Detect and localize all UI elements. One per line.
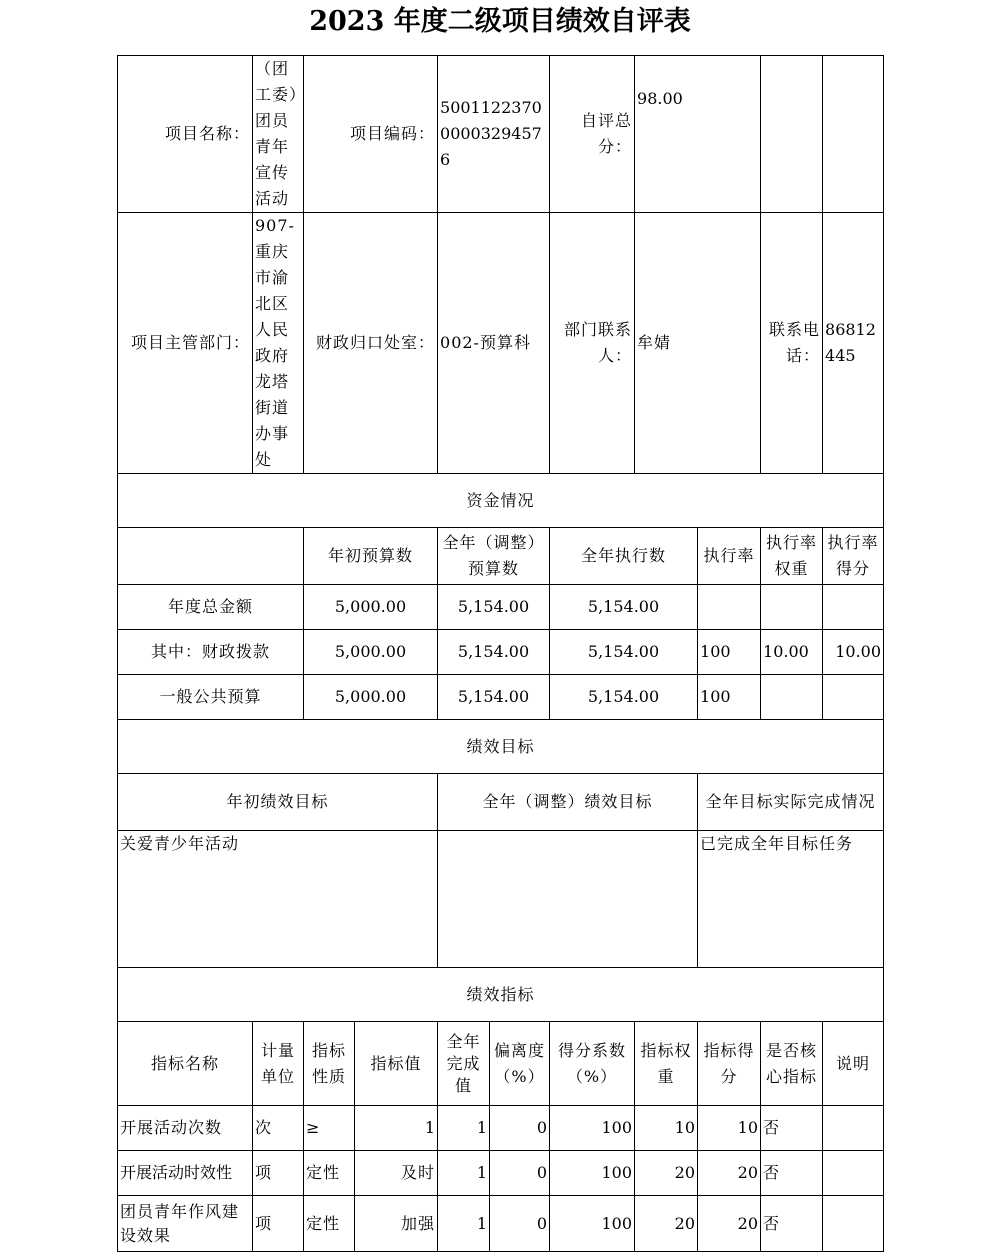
ind-core: 否	[761, 1151, 823, 1196]
ind-header-nature: 指标性质	[304, 1022, 355, 1106]
ind-dev: 0	[490, 1151, 550, 1196]
ind-unit: 项	[253, 1196, 304, 1252]
funds-init-value: 5,000.00	[304, 630, 438, 675]
project-code-value: 500112237000003294576	[438, 56, 550, 213]
dept-value: 907-重庆市渝北区人民政府龙塔街道办事处	[253, 213, 304, 474]
phone-value: 86812445	[823, 213, 884, 474]
indicator-row	[118, 1196, 884, 1252]
ind-dev: 0	[490, 1106, 550, 1151]
ind-header-unit: 计量单位	[253, 1022, 304, 1106]
funds-row-label: 年度总金额	[118, 585, 304, 630]
ind-note	[823, 1106, 884, 1151]
project-name-label: 项目名称：	[118, 56, 253, 213]
ind-nature: 定性	[304, 1196, 355, 1252]
funds-rate-value: 100	[698, 675, 761, 720]
ind-score: 20	[698, 1151, 761, 1196]
funds-weight-value	[761, 675, 823, 720]
ind-nature: ≥	[304, 1106, 355, 1151]
funds-init-value: 5,000.00	[304, 675, 438, 720]
funds-executed-value: 5,154.00	[550, 675, 698, 720]
funds-row	[118, 585, 884, 630]
funds-weight-value	[761, 585, 823, 630]
goals-header-actual: 全年目标实际完成情况	[698, 774, 884, 831]
ind-header-coef: 得分系数（%）	[550, 1022, 635, 1106]
ind-weight: 20	[635, 1151, 698, 1196]
ind-unit: 次	[253, 1106, 304, 1151]
funds-score-value	[823, 585, 884, 630]
funds-adjusted-value: 5,154.00	[438, 585, 550, 630]
funds-section-title: 资金情况	[118, 474, 884, 528]
ind-value: 1	[355, 1106, 438, 1151]
score-value: 98.00	[635, 56, 761, 213]
ind-header-note: 说明	[823, 1022, 884, 1106]
ind-value: 及时	[355, 1151, 438, 1196]
ind-nature: 定性	[304, 1151, 355, 1196]
ind-header-name: 指标名称	[118, 1022, 253, 1106]
ind-coef: 100	[550, 1151, 635, 1196]
ind-weight: 10	[635, 1106, 698, 1151]
funds-header-weight: 执行率权重	[761, 528, 823, 585]
project-code-label: 项目编码：	[304, 56, 438, 213]
ind-core: 否	[761, 1196, 823, 1252]
goals-initial-text: 关爱青少年活动	[118, 831, 438, 968]
funds-row	[118, 630, 884, 675]
ind-core: 否	[761, 1106, 823, 1151]
ind-header-value: 指标值	[355, 1022, 438, 1106]
funds-rate-value: 100	[698, 630, 761, 675]
contact-value: 牟婧	[635, 213, 761, 474]
finance-value: 002-预算科	[438, 213, 550, 474]
ind-note	[823, 1196, 884, 1252]
project-name-value: （团工委）团员青年宣传活动	[253, 56, 304, 213]
ind-name: 团员青年作风建设效果	[118, 1196, 253, 1252]
ind-header-dev: 偏离度（%）	[490, 1022, 550, 1106]
goals-actual-text: 已完成全年目标任务	[698, 831, 884, 968]
ind-header-weight: 指标权重	[635, 1022, 698, 1106]
ind-header-core: 是否核心指标	[761, 1022, 823, 1106]
ind-done: 1	[438, 1151, 490, 1196]
ind-name: 开展活动次数	[118, 1106, 253, 1151]
funds-score-value	[823, 675, 884, 720]
phone-label: 联系电话：	[761, 213, 823, 474]
page-title: 2023 年度二级项目绩效自评表	[309, 6, 691, 37]
funds-score-value: 10.00	[823, 630, 884, 675]
funds-header-init: 年初预算数	[304, 528, 438, 585]
indicator-row	[118, 1151, 884, 1196]
ind-dev: 0	[490, 1196, 550, 1252]
goals-header-adjusted: 全年（调整）绩效目标	[438, 774, 698, 831]
funds-row-label: 一般公共预算	[118, 675, 304, 720]
funds-header-adjusted: 全年（调整）预算数	[438, 528, 550, 585]
score-label: 自评总分：	[550, 56, 635, 213]
ind-done: 1	[438, 1196, 490, 1252]
funds-rate-value	[698, 585, 761, 630]
funds-header-score: 执行率得分	[823, 528, 884, 585]
funds-header-executed: 全年执行数	[550, 528, 698, 585]
ind-value: 加强	[355, 1196, 438, 1252]
ind-name: 开展活动时效性	[118, 1151, 253, 1196]
funds-executed-value: 5,154.00	[550, 585, 698, 630]
ind-score: 10	[698, 1106, 761, 1151]
ind-coef: 100	[550, 1106, 635, 1151]
funds-init-value: 5,000.00	[304, 585, 438, 630]
funds-adjusted-value: 5,154.00	[438, 630, 550, 675]
goals-section-title: 绩效目标	[118, 720, 884, 774]
funds-row	[118, 675, 884, 720]
contact-label: 部门联系人：	[550, 213, 635, 474]
indicator-row	[118, 1106, 884, 1151]
ind-unit: 项	[253, 1151, 304, 1196]
indicators-section-title: 绩效指标	[118, 968, 884, 1022]
ind-score: 20	[698, 1196, 761, 1252]
dept-label: 项目主管部门：	[118, 213, 253, 474]
funds-row-label: 其中：财政拨款	[118, 630, 304, 675]
funds-executed-value: 5,154.00	[550, 630, 698, 675]
ind-done: 1	[438, 1106, 490, 1151]
funds-weight-value: 10.00	[761, 630, 823, 675]
goals-header-initial: 年初绩效目标	[118, 774, 438, 831]
goals-adjusted-text	[438, 831, 698, 968]
funds-adjusted-value: 5,154.00	[438, 675, 550, 720]
funds-header-rate: 执行率	[698, 528, 761, 585]
ind-header-done: 全年完成值	[438, 1022, 490, 1106]
ind-weight: 20	[635, 1196, 698, 1252]
ind-header-score: 指标得分	[698, 1022, 761, 1106]
evaluation-table	[117, 55, 884, 1252]
ind-note	[823, 1151, 884, 1196]
ind-coef: 100	[550, 1196, 635, 1252]
finance-label: 财政归口处室：	[304, 213, 438, 474]
